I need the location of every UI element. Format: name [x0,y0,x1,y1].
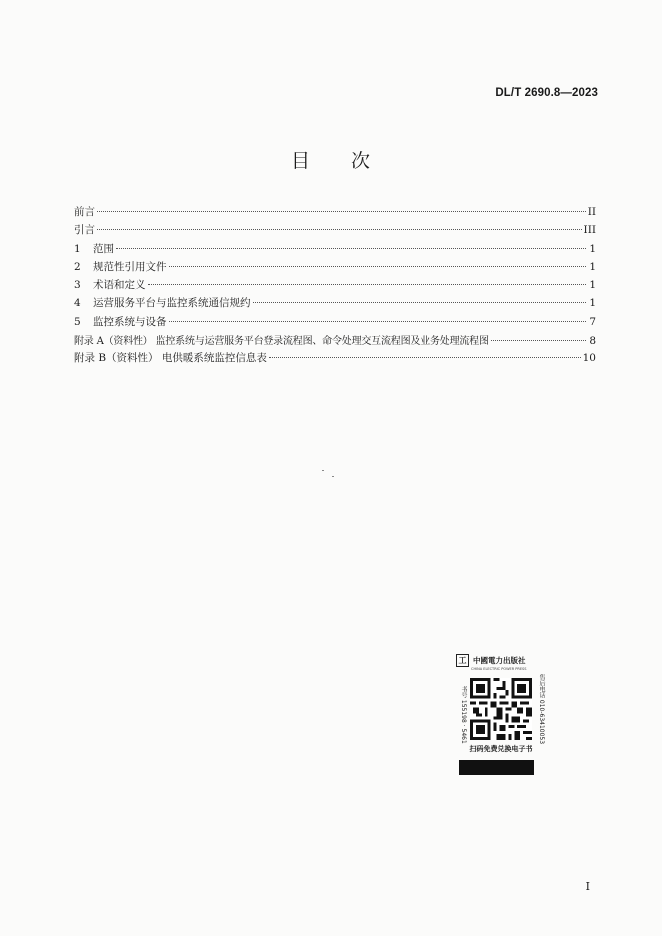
toc-entry-page: 1 [589,297,596,310]
toc-leader [169,316,587,322]
toc-title-char-1: 目 [290,150,311,172]
service-phone: 售后电话 010-63410053 [538,674,545,745]
toc-entry-page: 8 [589,335,596,348]
toc-entry-page: 1 [589,279,596,292]
toc-entry-normative-references[interactable] [74,259,596,277]
toc-entry-scope[interactable] [74,241,596,259]
toc-entry-page: 7 [589,315,596,328]
toc-entry-label: 范围 [93,242,114,255]
toc-entry-label: 附录 A（资料性） 监控系统与运营服务平台登录流程图、命令处理交互流程图及业务处理流程图 [74,336,489,348]
ebook-qr-sticker [456,653,546,754]
publisher-name: 中國電力出版社 [473,655,526,665]
toc-title [0,146,662,173]
toc-entry-label: 附录 B（资料性） 电供暖系统监控信息表 [74,352,267,365]
toc-entry-page: 10 [582,352,596,365]
toc-entry-introduction[interactable] [74,222,596,240]
toc-entry-number: 4 [74,297,81,310]
book-number: 书号 155198 · 5461 [460,686,467,744]
toc-entry-appendix-a[interactable] [74,332,596,350]
toc-entry-appendix-b[interactable] [74,350,596,368]
publisher-emblem-icon: 工 [456,654,469,667]
scan-speck [332,476,334,477]
toc-entry-terms[interactable] [74,277,596,295]
toc-entry-foreword[interactable] [74,204,596,222]
toc-entry-label: 规范性引用文件 [93,260,167,273]
toc-leader [116,242,586,248]
toc-entry-monitoring-system[interactable] [74,314,596,332]
page-number: I [585,880,590,893]
toc-leader [97,224,582,230]
toc-entry-number: 5 [74,315,81,328]
toc-entry-page: III [583,224,596,237]
toc-entry-label: 术语和定义 [93,279,146,292]
toc-leader [253,297,587,303]
toc-entry-label: 运营服务平台与监控系统通信规约 [93,297,251,310]
toc-entry-label: 监控系统与设备 [93,315,167,328]
scan-speck [322,470,324,471]
publisher-logo [456,653,546,667]
toc-leader [97,206,586,212]
qr-area [456,674,546,764]
toc-entry-page: 1 [589,242,596,255]
toc-entry-page: 1 [589,260,596,273]
toc-entry-page: II [587,206,596,218]
qr-caption: 扫码免费兑换电子书 [469,745,533,753]
qr-code-icon[interactable] [470,678,532,740]
toc-entry-number: 2 [74,260,81,273]
toc-entry-number: 1 [74,242,81,255]
toc-entry-protocol[interactable] [74,295,596,313]
publisher-name-en: CHINA ELECTRIC POWER PRESS [471,667,527,671]
toc-title-char-2: 次 [351,150,372,172]
toc-leader [148,279,587,285]
standard-code: DL/T 2690.8—2023 [495,87,598,99]
toc-leader [491,335,586,341]
toc-leader [169,261,587,267]
toc-entry-label: 前言 [74,206,95,218]
toc-leader [269,352,581,358]
toc-entry-label: 引言 [74,224,95,237]
redaction-bar [459,760,534,775]
toc-entry-number: 3 [74,279,81,292]
table-of-contents [74,204,596,369]
